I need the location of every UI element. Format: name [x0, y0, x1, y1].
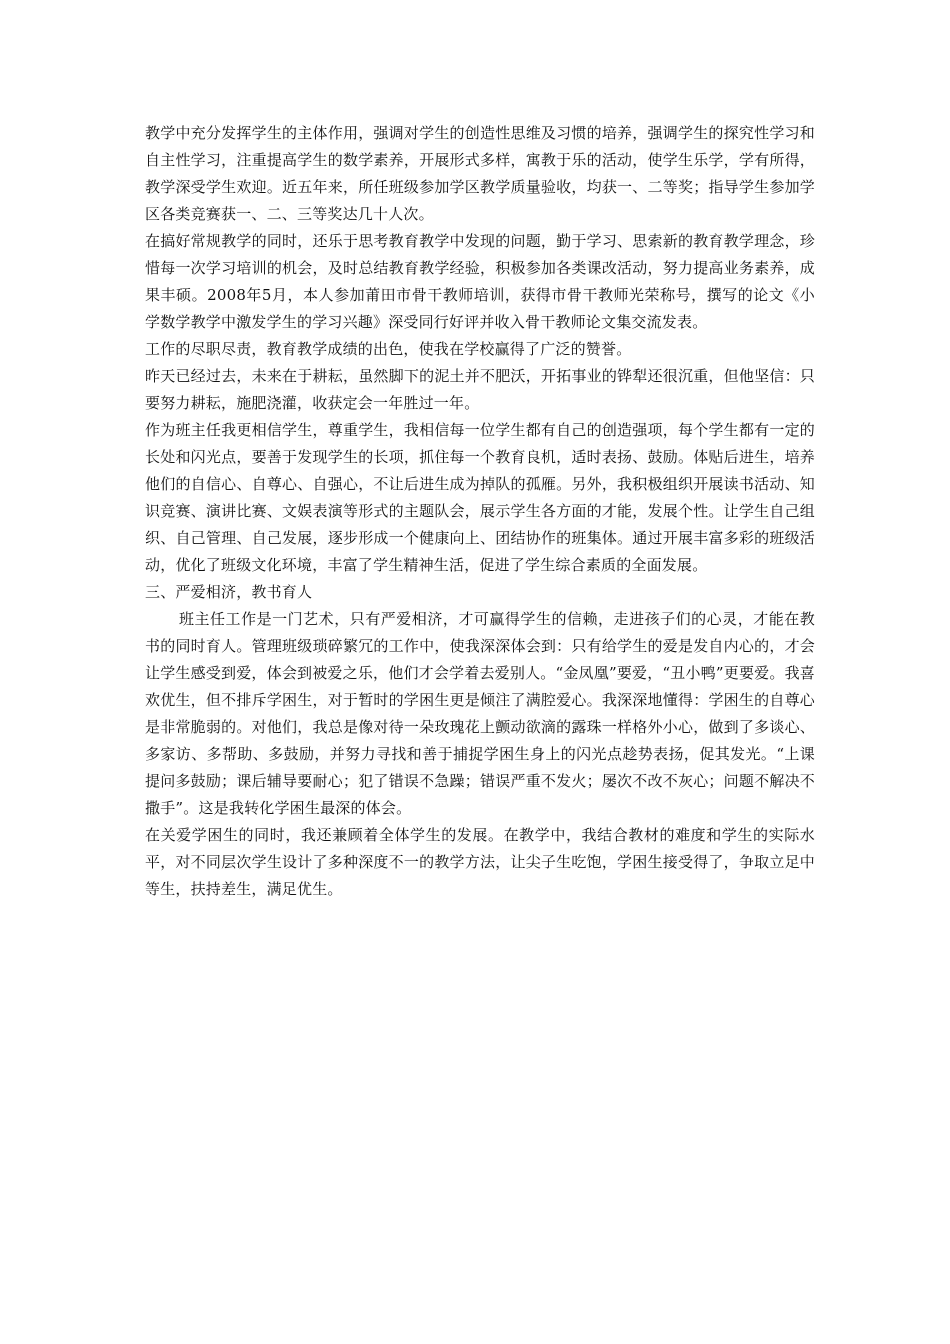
document-body [145, 120, 815, 903]
section-heading: 三、严爱相济，教书育人 [145, 583, 313, 601]
paragraph-professional-growth: 在搞好常规教学的同时，还乐于思考教育教学中发现的问题，勤于学习、思索新的教育教学理念，珍惜每一次学习培训的机会，及时总结教育教学经验，积极参加各类课改活动，努力提高业务素养，成果丰硕。2008年5月，本人参加莆田市骨干教师培训，获得市骨干教师光荣称号，撰写的论文《小学数学教学中激发学生的学习兴趣》深受同行好评并收入骨干教师论文集交流发表。 [145, 232, 815, 331]
paragraph-teaching-approach: 教学中充分发挥学生的主体作用，强调对学生的创造性思维及习惯的培养，强调学生的探究性学习和自主性学习，注重提高学生的数学素养，开展形式多样，寓教于乐的活动，使学生乐学，学有所得，教学深受学生欢迎。近五年来，所任班级参加学区教学质量验收，均获一、二等奖；指导学生参加学区各类竞赛获一、二、三等奖达几十人次。 [145, 124, 815, 223]
paragraph-recognition: 工作的尽职尽责，教育教学成绩的出色，使我在学校赢得了广泛的赞誉。 [145, 340, 632, 358]
paragraph-class-teacher: 作为班主任我更相信学生，尊重学生，我相信每一位学生都有自己的创造强项，每个学生都有一定的长处和闪光点，要善于发现学生的长项，抓住每一个教育良机，适时表扬、鼓励。体贴后进生，培养他们的自信心、自尊心、自强心，不让后进生成为掉队的孤雁。另外，我积极组织开展读书活动、知识竞赛、演讲比赛、文娱表演等形式的主题队会，展示学生各方面的才能，发展个性。让学生自己组织、自己管理、自己发展，逐步形成一个健康向上、团结协作的班集体。通过开展丰富多彩的班级活动，优化了班级文化环境，丰富了学生精神生活，促进了学生综合素质的全面发展。 [145, 421, 815, 574]
paragraph-future-outlook: 昨天已经过去，未来在于耕耘，虽然脚下的泥土并不肥沃，开拓事业的铧犁还很沉重，但他坚信：只要努力耕耘，施肥浇灌，收获定会一年胜过一年。 [145, 367, 815, 412]
paragraph-strict-love: 班主任工作是一门艺术，只有严爱相济，才可赢得学生的信赖，走进孩子们的心灵，才能在教书的同时育人。管理班级琐碎繁冗的工作中，使我深深体会到：只有给学生的爱是发自内心的，才会让学生感受到爱，体会到被爱之乐，他们才会学着去爱别人。“金凤凰”要爱，“丑小鸭”更要爱。我喜欢优生，但不排斥学困生，对于暂时的学困生更是倾注了满腔爱心。我深深地懂得：学困生的自尊心是非常脆弱的。对他们，我总是像对待一朵玫瑰花上颤动欲滴的露珠一样格外小心，做到了多谈心、多家访、多帮助、多鼓励，并努力寻找和善于捕捉学困生身上的闪光点趁势表扬，促其发光。“上课提问多鼓励；课后辅导要耐心；犯了错误不急躁；错误严重不发火；屡次不改不灰心；问题不解决不撒手”。这是我转化学困生最深的体会。 [145, 610, 815, 817]
paragraph-closing: 在关爱学困生的同时，我还兼顾着全体学生的发展。在教学中，我结合教材的难度和学生的实际水平，对不同层次学生设计了多种深度不一的教学方法，让尖子生吃饱，学困生接受得了，争取立足中等生，扶持差生，满足优生。 [145, 826, 815, 898]
